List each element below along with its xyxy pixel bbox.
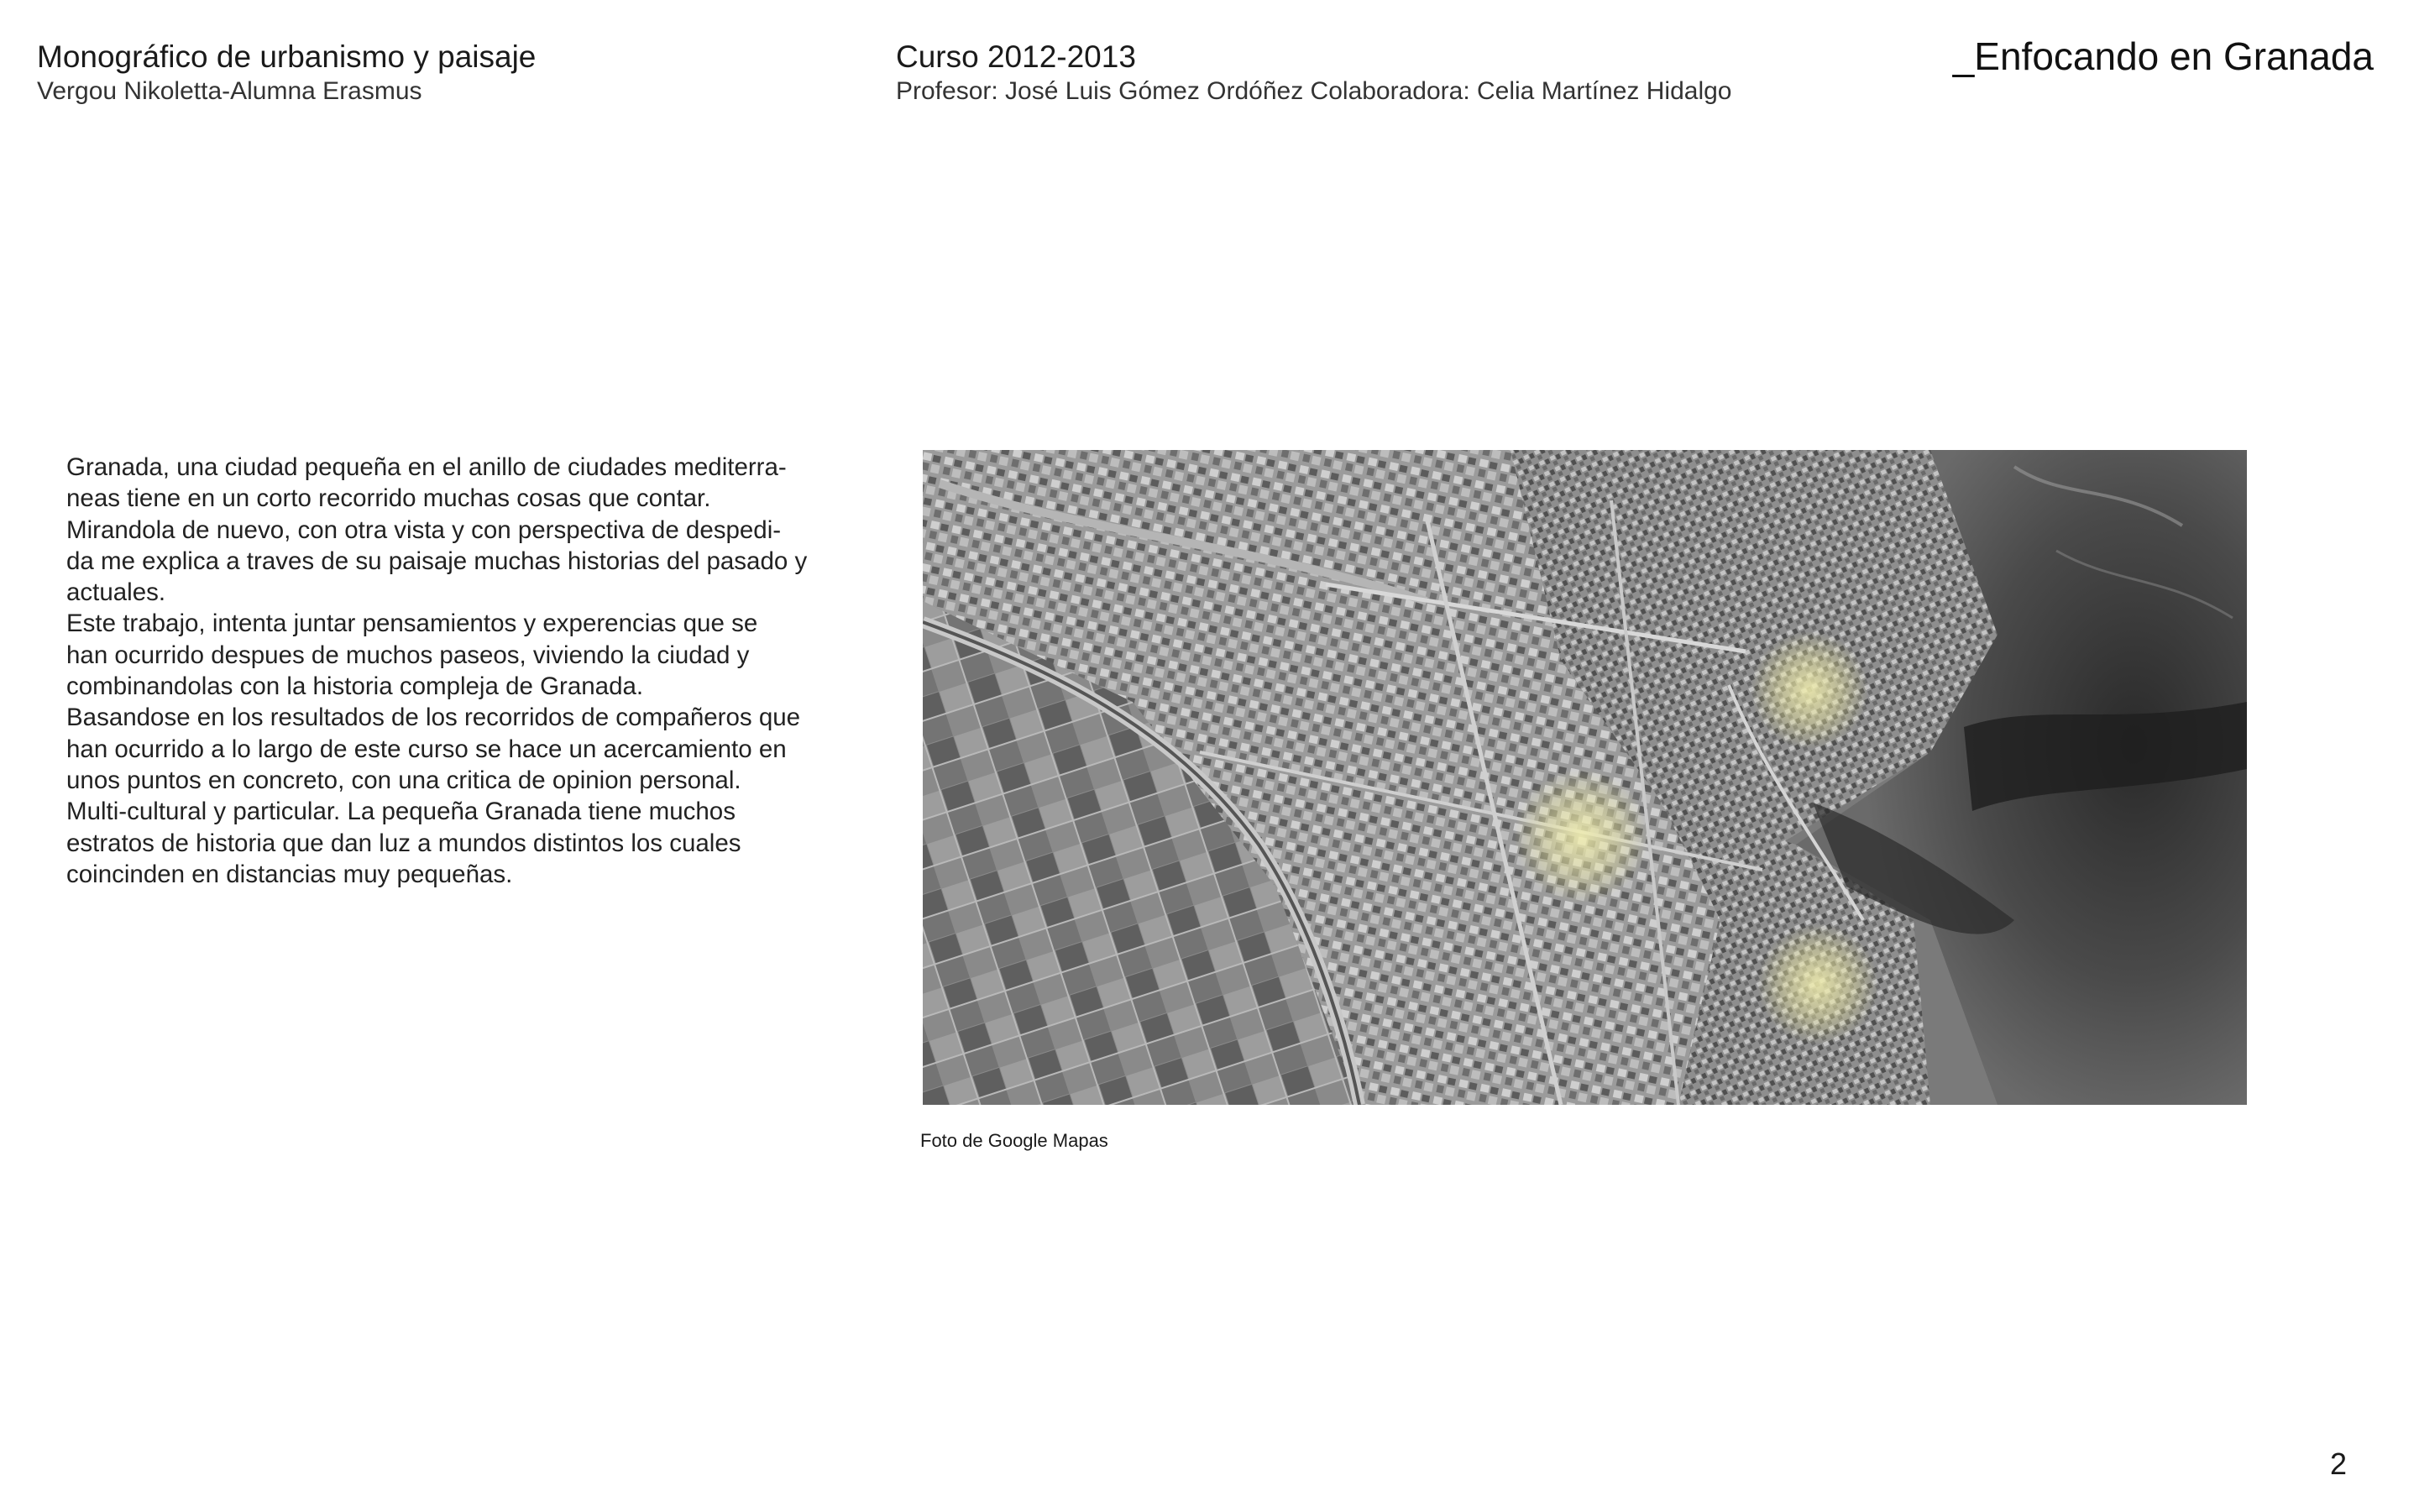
photo-caption: Foto de Google Mapas [920, 1130, 1108, 1151]
aerial-map-photo [923, 450, 2247, 1105]
professor-line: Profesor: José Luis Gómez Ordóñez Colaboradora: Celia Martínez Hidalgo [896, 77, 1732, 105]
body-line: han ocurrido despues de muchos paseos, viviendo la ciudad y [66, 641, 750, 669]
body-line: actuales. [66, 578, 166, 607]
body-paragraph [66, 452, 808, 890]
body-line: combinandolas con la historia compleja de Granada. [66, 672, 644, 701]
course-year: Curso 2012-2013 [896, 39, 1136, 74]
author-line: Vergou Nikoletta-Alumna Erasmus [37, 77, 422, 105]
body-line: Basandose en los resultados de los recorridos de compañeros que [66, 704, 801, 732]
body-line: unos puntos en concreto, con una critica de opinion personal. [66, 766, 741, 794]
body-line: neas tiene en un corto recorrido muchas cosas que contar. [66, 484, 711, 513]
body-line: estratos de historia que dan luz a mundos distintos los cuales [66, 829, 741, 857]
body-line: Granada, una ciudad pequeña en el anillo de ciudades mediterra- [66, 453, 787, 481]
page-number: 2 [2329, 1447, 2347, 1481]
body-line: Mirandola de nuevo, con otra vista y con perspectiva de despedi- [66, 515, 782, 544]
page-title: _Enfocando en Granada [1952, 34, 2374, 78]
course-title: Monográfico de urbanismo y paisaje [37, 39, 537, 74]
body-line: han ocurrido a lo largo de este curso se hace un acercamiento en [66, 735, 787, 763]
body-line: Este trabajo, intenta juntar pensamientos y experencias que se [66, 610, 758, 638]
body-line: coincinden en distancias muy pequeñas. [66, 860, 513, 888]
body-line: Multi-cultural y particular. La pequeña Granada tiene muchos [66, 798, 736, 826]
body-line: da me explica a traves de su paisaje muchas historias del pasado y [66, 547, 808, 575]
